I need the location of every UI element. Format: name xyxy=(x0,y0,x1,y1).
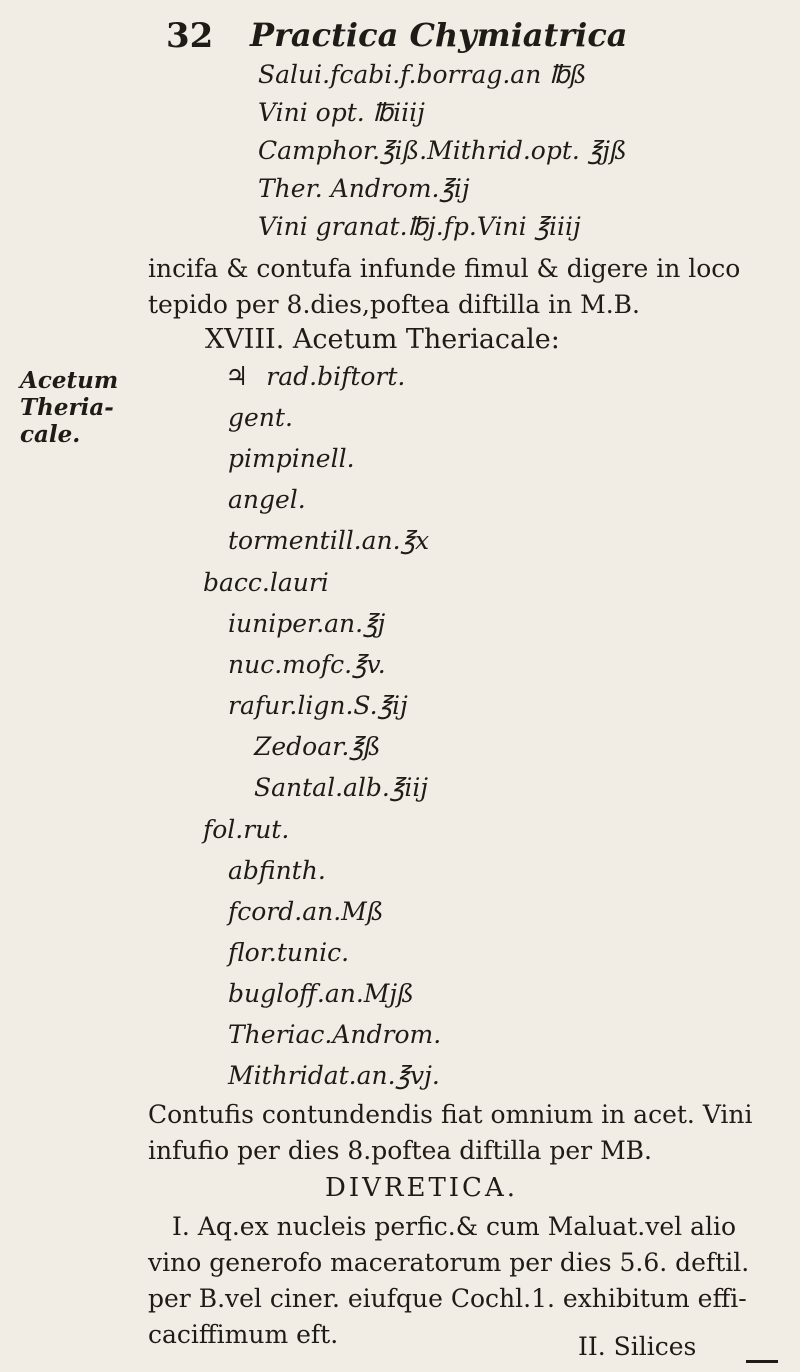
ingredient: rafur.lign.S.℥ij xyxy=(228,691,408,720)
jupiter-symbol-icon: ♃ xyxy=(225,362,249,392)
ingredient: abfinth. xyxy=(228,856,326,885)
ingredient: Santal.alb.℥iij xyxy=(254,773,429,802)
prose-line: I. Aq.ex nucleis perfic.& cum Maluat.vel alio xyxy=(172,1212,737,1241)
ingredient: iuniper.an.℥j xyxy=(228,609,386,638)
running-title: Practica Chymiatrica xyxy=(250,16,628,54)
recipe-line: Vini opt. ℔iiij xyxy=(258,98,425,127)
ingredient: nuc.mofc.℥v. xyxy=(228,650,386,679)
ingredient: pimpinell. xyxy=(228,444,355,473)
margin-note-line: cale. xyxy=(20,421,81,448)
ingredient: Mithridat.an.℥vj. xyxy=(228,1061,440,1090)
margin-note-line: Theria- xyxy=(20,394,114,421)
ingredient: Zedoar.℥ß xyxy=(254,732,381,761)
ingredient: flor.tunic. xyxy=(228,938,350,967)
prose-line: Contufis contundendis fiat omnium in acet. Vini xyxy=(148,1100,753,1129)
ingredient: fcord.an.Mß xyxy=(228,897,384,926)
margin-note-line: Acetum xyxy=(20,367,119,394)
ingredient: rad.biftort. xyxy=(266,362,406,391)
prose-line: infufio per dies 8.poftea diftilla per MB. xyxy=(148,1136,652,1165)
prose-line: incifa & contufa infunde fimul & digere in loco xyxy=(148,254,741,283)
catchword: II. Silices xyxy=(578,1332,697,1361)
margin-note xyxy=(20,367,119,448)
ingredient: bugloff.an.Mjß xyxy=(228,979,414,1008)
ingredient: Theriac.Androm. xyxy=(228,1020,442,1049)
recipe-line: Salui.fcabi.f.borrag.an ℔ß xyxy=(258,60,587,89)
ingredient: gent. xyxy=(228,403,293,432)
section-heading: XVIII. Acetum Theriacale: xyxy=(205,324,560,355)
edge-mark xyxy=(746,1360,778,1363)
page-number: 32 xyxy=(166,16,214,56)
recipe-line: Ther. Androm.℥ij xyxy=(258,174,470,203)
ingredient: bacc.lauri xyxy=(203,568,329,597)
ingredient: tormentill.an.℥x xyxy=(228,526,430,555)
prose-line: tepido per 8.dies,poftea diftilla in M.B. xyxy=(148,290,641,319)
prose-line: vino generofo maceratorum per dies 5.6. deftil. xyxy=(148,1248,750,1277)
recipe-line: Camphor.℥iß.Mithrid.opt. ℥jß xyxy=(258,136,627,165)
running-header xyxy=(0,12,800,62)
section-heading: DIVRETICA. xyxy=(325,1173,518,1203)
prose-line: per B.vel ciner. eiufque Cochl.1. exhibitum effi- xyxy=(148,1284,747,1313)
prose-line: caciffimum eft. xyxy=(148,1320,339,1349)
ingredient: angel. xyxy=(228,485,306,514)
recipe-line: Vini granat.℔j.fp.Vini ℥iiij xyxy=(258,212,581,241)
ingredient: fol.rut. xyxy=(203,815,290,844)
ingredient-first xyxy=(225,364,405,390)
